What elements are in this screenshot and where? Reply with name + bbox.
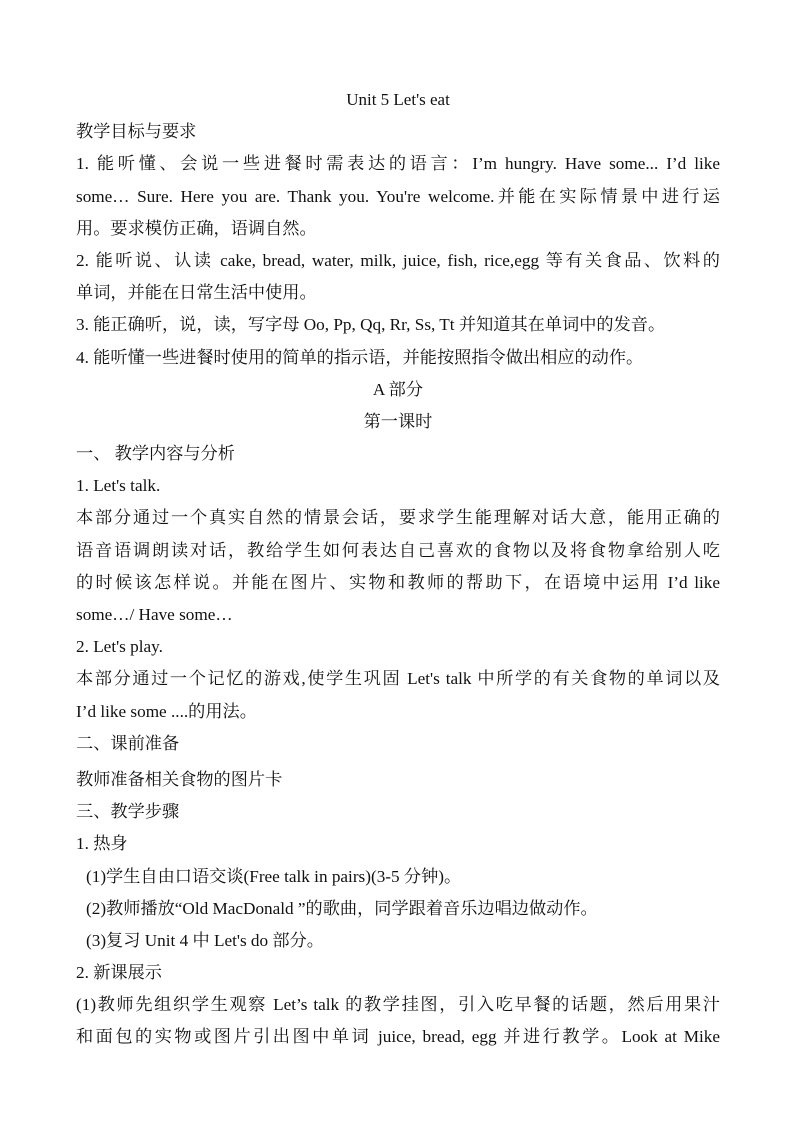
objectives-heading: 教学目标与要求 — [76, 122, 197, 142]
section1-heading: 一、 教学内容与分析 — [76, 444, 235, 464]
lesson-heading: 第一课时 — [363, 411, 433, 431]
step1-heading: 1. 热身 — [76, 834, 128, 854]
section2-text: 教师准备相关食物的图片卡 — [76, 769, 283, 789]
play-heading: 2. Let's play. — [76, 637, 163, 657]
objective-4: 4. 能听懂一些进餐时使用的简单的指示语，并能按照指令做出相应的动作。 — [76, 347, 644, 367]
talk-line-4: some…/ Have some… — [76, 605, 233, 624]
talk-heading: 1. Let's talk. — [76, 476, 161, 496]
objective-2-line-2: 单词，并能在日常生活中使用。 — [76, 283, 317, 303]
document-title: Unit 5 Let's eat — [346, 90, 450, 109]
objective-2-line-1: 2. 能听说、认读 cake, bread, water, milk, juice, fish, rice,egg 等有关食品、饮料的 — [76, 250, 720, 270]
section3-heading: 三、教学步骤 — [76, 802, 180, 822]
step2-line-1: (1)教师先组织学生观察 Let’s talk 的教学挂图，引入吃早餐的话题，然后用果汁 — [76, 995, 720, 1015]
part-heading: A 部分 — [372, 379, 424, 399]
step1-item-3: (3)复习 Unit 4 中 Let's do 部分。 — [86, 930, 324, 950]
play-line-1: 本部分通过一个记忆的游戏,使学生巩固 Let's talk 中所学的有关食物的单词以及 — [76, 669, 720, 689]
play-line-2: I’d like some ....的用法。 — [76, 701, 257, 721]
step2-heading: 2. 新课展示 — [76, 963, 162, 983]
talk-line-2: 语音语调朗读对话，教给学生如何表达自己喜欢的食物以及将食物拿给别人吃 — [76, 540, 720, 560]
objective-1-line-2: some… Sure. Here you are. Thank you. You're welcome.并能在实际情景中进行运 — [76, 186, 720, 206]
step1-item-1: (1)学生自由口语交谈(Free talk in pairs)(3-5 分钟)。 — [86, 866, 462, 886]
talk-line-3: 的时候该怎样说。并能在图片、实物和教师的帮助下，在语境中运用 I’d like — [76, 572, 720, 592]
objective-3: 3. 能正确听，说，读，写字母 Oo, Pp, Qq, Rr, Ss, Tt 并知道其在单词中的发音。 — [76, 315, 666, 335]
objective-1-line-1: 1. 能听懂、会说一些进餐时需表达的语言：I’m hungry. Have some... I’d like — [76, 154, 720, 174]
step1-item-2: (2)教师播放“Old MacDonald ”的歌曲，同学跟着音乐边唱边做动作。 — [86, 898, 598, 918]
talk-line-1: 本部分通过一个真实自然的情景会话，要求学生能理解对话大意，能用正确的 — [76, 508, 720, 528]
section2-heading: 二、课前准备 — [76, 733, 180, 753]
objective-1-line-3: 用。要求模仿正确，语调自然。 — [76, 218, 317, 238]
step2-line-2: 和面包的实物或图片引出图中单词 juice, bread, egg 并进行教学。Look at Mike — [76, 1027, 720, 1047]
